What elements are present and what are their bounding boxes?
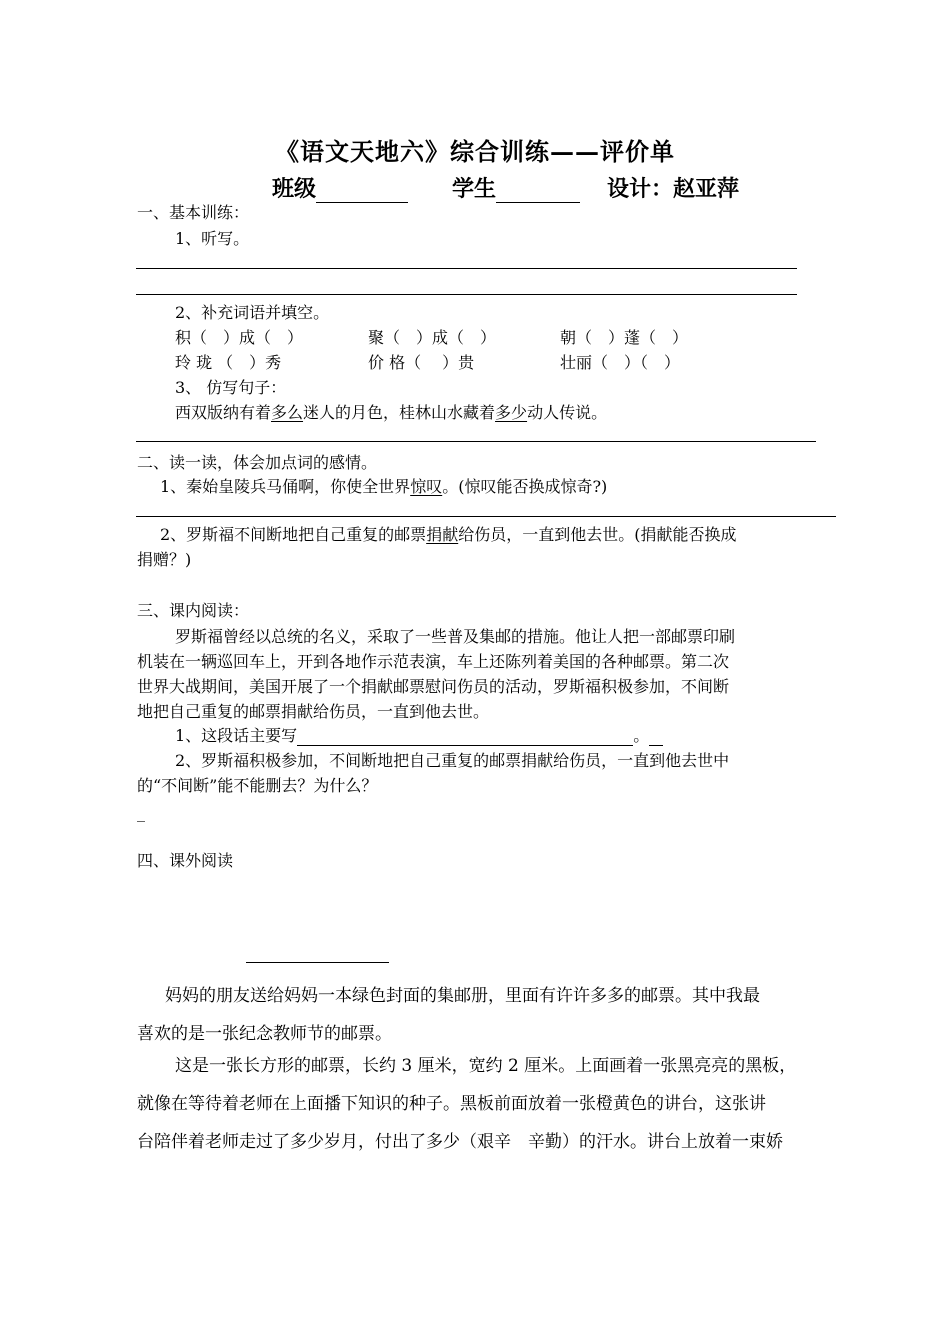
- s3-q1-blank-tail: [649, 727, 663, 746]
- class-label: 班级: [272, 176, 317, 202]
- story-title-blank[interactable]: [246, 962, 389, 963]
- story-line-5[interactable]: 台陪伴着老师走过了多少岁月，付出了多少（艰辛 辛勤）的汗水。讲台上放着一束娇: [137, 1132, 783, 1152]
- passage-line-2: 机装在一辆巡回车上，开到各地作示范表演，车上还陈列着美国的各种邮票。第二次: [137, 652, 730, 671]
- word-fill-5[interactable]: 价 格（ ）贵: [368, 353, 475, 372]
- story-line-3: 这是一张长方形的邮票，长约 3 厘米，宽约 2 厘米。上面画着一张黑亮亮的黑板，: [175, 1056, 797, 1076]
- dictation-line-2[interactable]: [136, 294, 797, 295]
- s2-q2-line2: 捐赠？): [137, 550, 192, 569]
- word-fill-1[interactable]: 积（ ）成（ ）: [175, 328, 304, 347]
- word-fill-2[interactable]: 聚（ ）成（ ）: [368, 328, 497, 347]
- s2-q1-part1: 1、秦始皇陵兵马俑啊，你使全世界: [160, 477, 411, 496]
- s2-q1-answer-line[interactable]: [136, 516, 836, 517]
- model-sentence: [175, 403, 607, 423]
- student-blank[interactable]: [496, 178, 580, 203]
- s3-q1: [175, 726, 663, 746]
- s1-q3-label: 3、 仿写句子：: [175, 378, 287, 397]
- section4-heading: 四、课外阅读: [137, 851, 234, 870]
- page-title: 《语文天地六》综合训练——评价单: [275, 137, 675, 166]
- s2-q1-part2: 。(惊叹能否换成惊奇?): [442, 477, 608, 496]
- underlined-word-duoshao: 多少: [495, 403, 528, 422]
- story-line-1: 妈妈的朋友送给妈妈一本绿色封面的集邮册，里面有许许多多的邮票。其中我最: [165, 986, 760, 1006]
- model-sentence-part1: 西双版纳有着: [175, 403, 272, 422]
- s2-q2-part1: 2、罗斯福不间断地把自己重复的邮票: [160, 525, 427, 544]
- s2-q2: [160, 525, 736, 545]
- passage-line-3: 世界大战期间，美国开展了一个捐献邮票慰问伤员的活动，罗斯福积极参加，不间断: [137, 677, 730, 696]
- s2-q2-part2: 给伤员，一直到他去世。(捐献能否换成: [458, 525, 737, 544]
- class-field: [272, 172, 408, 203]
- s2-q1: [160, 477, 607, 497]
- s1-q2-label: 2、补充词语并填空。: [175, 303, 330, 322]
- underlined-word-juanxian: 捐献: [426, 525, 459, 544]
- s3-q1-suffix: 。: [633, 726, 650, 745]
- section1-heading: 一、基本训练：: [137, 203, 250, 222]
- s1-q1-label: 1、听写。: [175, 229, 250, 248]
- word-fill-4[interactable]: 玲 珑 （ ）秀: [175, 353, 282, 372]
- passage-line-4: 地把自己重复的邮票捐献给伤员，一直到他去世。: [137, 702, 490, 721]
- student-label: 学生: [452, 176, 497, 202]
- s3-q2-line2: 的“不间断”能不能删去？为什么？: [137, 776, 378, 795]
- passage-line-1: 罗斯福曾经以总统的名义，采取了一些普及集邮的措施。他让人把一部邮票印刷: [175, 627, 736, 646]
- underlined-word-duome: 多么: [271, 403, 304, 422]
- s3-q1-blank[interactable]: [297, 727, 633, 746]
- s3-q2-line1: 2、罗斯福积极参加，不间断地把自己重复的邮票捐献给伤员，一直到他去世中: [175, 751, 730, 770]
- story-line-4: 就像在等待着老师在上面播下知识的种子。黑板前面放着一张橙黄色的讲台，这张讲: [137, 1094, 766, 1114]
- underlined-word-jingtan: 惊叹: [410, 477, 443, 496]
- student-field: [452, 172, 580, 203]
- s3-q1-prefix: 1、这段话主要写: [175, 726, 298, 745]
- imitation-answer-line[interactable]: [136, 441, 816, 442]
- word-fill-3[interactable]: 朝（ ）蓬（ ）: [560, 328, 689, 347]
- section2-heading: 二、读一读，体会加点词的感情。: [137, 453, 378, 472]
- model-sentence-part3: 动人传说。: [527, 403, 608, 422]
- section3-heading: 三、课内阅读：: [137, 601, 250, 620]
- story-line-2: 喜欢的是一张纪念教师节的邮票。: [137, 1024, 392, 1044]
- dictation-line-1[interactable]: [136, 268, 797, 269]
- class-blank[interactable]: [316, 178, 408, 203]
- answer-dash[interactable]: _: [137, 803, 145, 822]
- designer-credit: 设计：赵亚萍: [607, 176, 740, 202]
- word-fill-6[interactable]: 壮丽（ ）（ ）: [560, 353, 681, 372]
- model-sentence-part2: 迷人的月色，桂林山水藏着: [303, 403, 496, 422]
